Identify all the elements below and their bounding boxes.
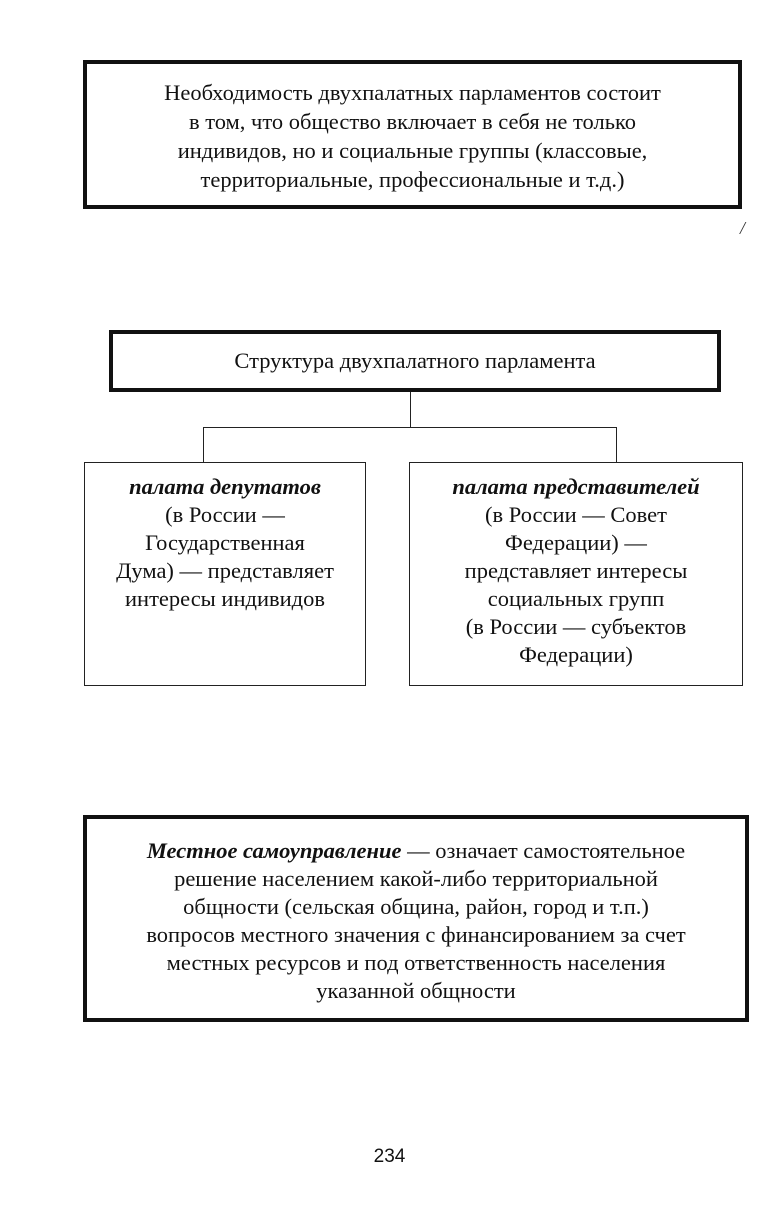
chamber-representatives-line: Федерации) (519, 642, 633, 667)
definition-box (83, 815, 749, 1022)
note-line: индивидов, но и социальные группы (классовые, (177, 138, 648, 163)
chamber-deputies-title: палата депутатов (129, 474, 321, 499)
chamber-representatives-box (409, 462, 743, 686)
scan-mark: / (740, 218, 746, 238)
definition-line: решение населением какой-либо территориальной (174, 866, 658, 891)
note-line: территориальные, профессиональные и т.д.) (200, 167, 625, 192)
definition-line: указанной общности (316, 978, 516, 1003)
note-box (83, 60, 742, 209)
connector-right (616, 427, 617, 462)
note-line: в том, что общество включает в себя не только (188, 109, 637, 134)
chamber-representatives-line: (в России — Совет (485, 502, 667, 527)
chamber-deputies-line: (в России — (165, 502, 285, 527)
definition-term: Местное самоуправление (146, 838, 402, 863)
page-number: 234 (373, 1146, 406, 1167)
diagram-root-label: Структура двухпалатного парламента (234, 348, 596, 373)
connector-vertical (410, 392, 411, 427)
connector-horizontal (203, 427, 617, 428)
note-line: Необходимость двухпалатных парламентов состоит (164, 80, 661, 105)
chamber-deputies-box (84, 462, 366, 686)
chamber-deputies-line: Дума) — представляет (116, 558, 334, 583)
chamber-deputies-line: интересы индивидов (125, 586, 325, 611)
definition-line: местных ресурсов и под ответственность населения (166, 950, 666, 975)
definition-first-line (87, 837, 745, 865)
definition-line: общности (сельская община, район, город и т.п.) (183, 894, 649, 919)
chamber-representatives-line: социальных групп (487, 586, 665, 611)
definition-first-line-rest: — означает самостоятельное (401, 838, 686, 863)
chamber-deputies-line: Государственная (145, 530, 305, 555)
chamber-representatives-line: (в России — субъектов (465, 614, 687, 639)
diagram-root-box (109, 330, 721, 392)
connector-left (203, 427, 204, 462)
chamber-representatives-title: палата представителей (452, 474, 700, 499)
definition-line: вопросов местного значения с финансированием за счет (146, 922, 686, 947)
chamber-representatives-line: представляет интересы (464, 558, 688, 583)
chamber-representatives-line: Федерации) — (505, 530, 647, 555)
